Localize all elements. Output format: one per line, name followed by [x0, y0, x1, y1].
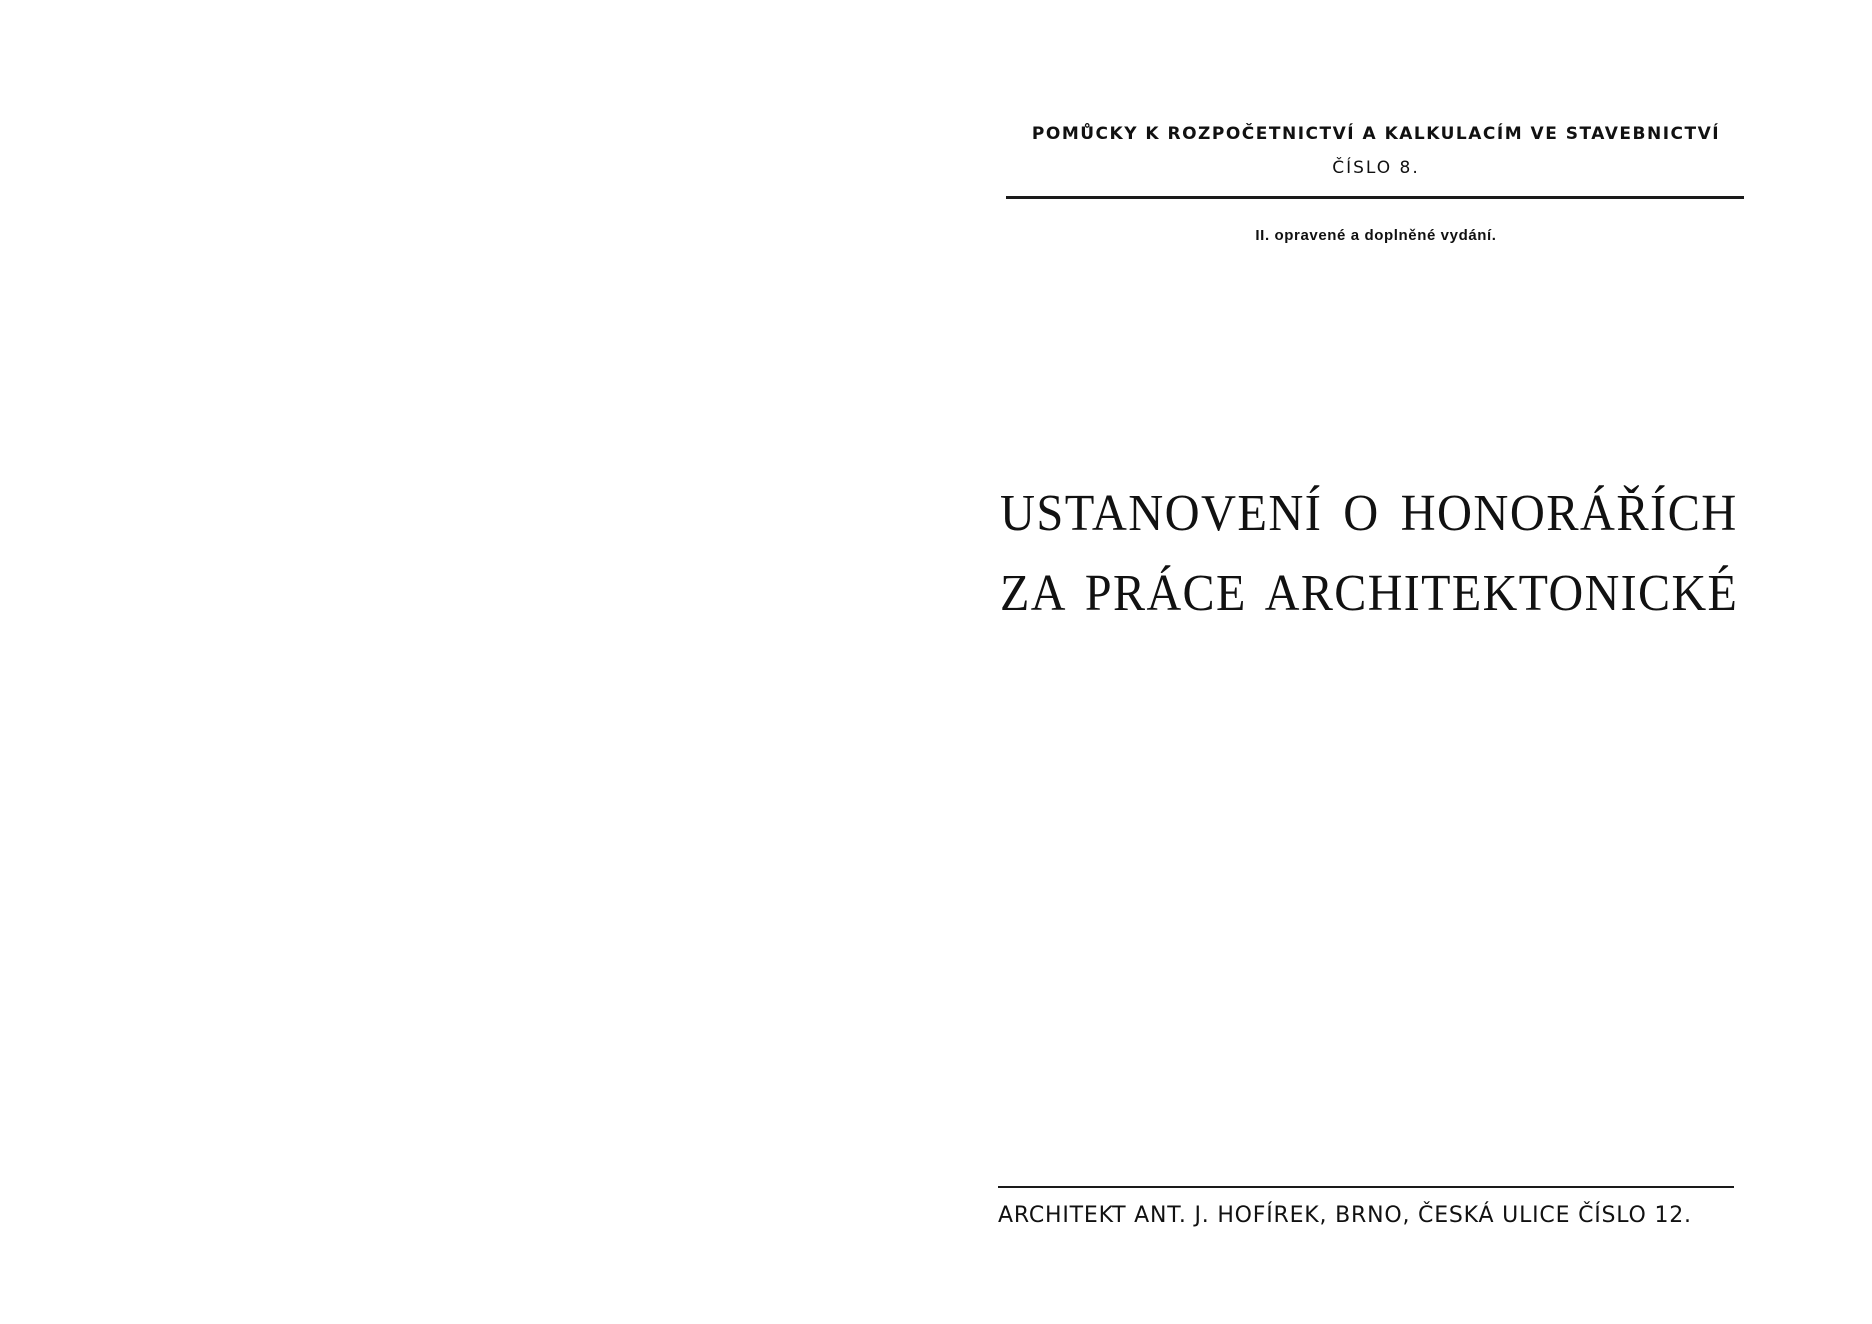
- footer-rule: [998, 1186, 1734, 1188]
- main-title-line-2: ZA PRÁCE ARCHITEKTONICKÉ: [1000, 565, 1739, 622]
- main-title-line-1: USTANOVENÍ O HONORÁŘÍCH: [1000, 485, 1738, 542]
- series-number: ČÍSLO 8.: [1332, 158, 1420, 178]
- edition-note: II. opravené a doplněné vydání.: [1255, 227, 1497, 244]
- publisher-line: ARCHITEKT ANT. J. HOFÍREK, BRNO, ČESKÁ ULICE ČÍSLO 12.: [998, 1203, 1692, 1228]
- series-title: POMŮCKY K ROZPOČETNICTVÍ A KALKULACÍM VE STAVEBNICTVÍ: [1031, 124, 1721, 144]
- left-page-blank: [0, 0, 930, 1324]
- header-rule: [1006, 196, 1744, 199]
